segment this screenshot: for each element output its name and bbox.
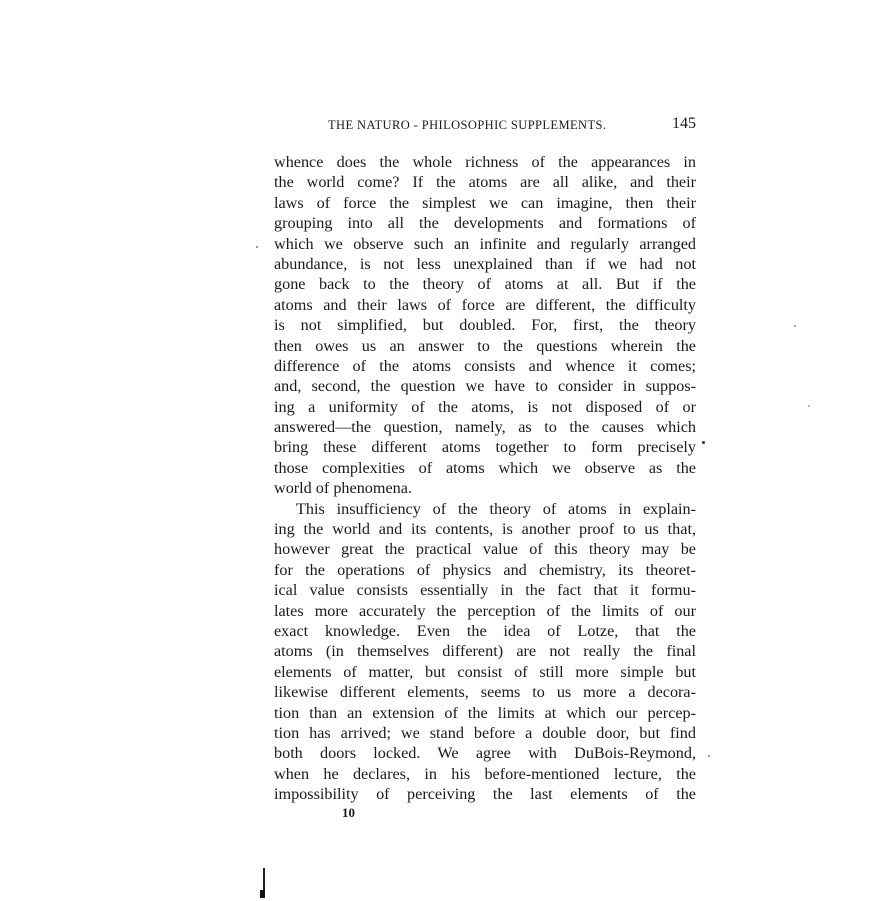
text-line: lates more accurately the perception of the limits of our: [274, 601, 696, 620]
page-number: 145: [672, 115, 696, 132]
text-line: for the operations of physics and chemistry, its theoret-: [274, 560, 696, 579]
text-line: whence does the whole richness of the appearances in: [274, 153, 696, 171]
text-line: which we observe such an infinite and regularly arranged: [274, 234, 696, 253]
scan-artifact-dot: [708, 755, 710, 757]
text-line: the world come? If the atoms are all alike, and their: [274, 173, 696, 192]
text-line: difference of the atoms consists and whence it comes;: [274, 356, 696, 375]
text-line: laws of force the simplest we can imagine, then their: [274, 193, 696, 212]
text-line: however great the practical value of this theory may be: [274, 540, 696, 559]
scan-artifact-dot: [702, 441, 705, 444]
text-line: and, second, the question we have to consider in suppos-: [274, 377, 696, 396]
text-line: atoms (in themselves different) are not really the final: [274, 642, 696, 661]
text-line: atoms and their laws of force are different, the difficulty: [274, 295, 696, 314]
text-line: tion than an extension of the limits at which our percep-: [274, 703, 696, 722]
text-line: abundance, is not less unexplained than if we had not: [274, 254, 696, 273]
text-line: grouping into all the developments and formations of: [274, 214, 696, 233]
text-line: ing the world and its contents, is another proof to us that,: [274, 520, 696, 539]
text-line: when he declares, in his before-mentioned lecture, the: [274, 764, 696, 783]
text-line: both doors locked. We agree with DuBois-Reymond,: [274, 744, 696, 763]
text-line: tion has arrived; we stand before a double door, but find: [274, 723, 696, 742]
text-line: bring these different atoms together to form precisely: [274, 438, 696, 457]
scan-artifact-dot: [808, 405, 810, 407]
text-line: answered—the question, namely, as to the causes which: [274, 418, 696, 437]
text-line: then owes us an answer to the questions wherein the: [274, 336, 696, 355]
scan-artifact-mark: [260, 890, 265, 898]
paragraph-end-line: world of phenomena.: [274, 479, 413, 498]
text-line: those complexities of atoms which we observe as the: [274, 458, 696, 477]
body-text: [274, 152, 696, 805]
text-line: ing a uniformity of the atoms, is not disposed of or: [274, 397, 696, 416]
text-line: impossibility of perceiving the last elements of the: [274, 785, 696, 804]
text-line: exact knowledge. Even the idea of Lotze, that the: [274, 621, 696, 640]
scan-artifact-dot: [256, 246, 258, 248]
running-title: THE NATURO - PHILOSOPHIC SUPPLEMENTS.: [328, 118, 607, 132]
signature-mark: 10: [342, 805, 355, 820]
text-line: gone back to the theory of atoms at all. But if the: [274, 275, 696, 294]
text-line: is not simplified, but doubled. For, first, the theory: [274, 316, 696, 335]
running-head: [274, 116, 696, 136]
text-line: ical value consists essentially in the fact that it formu-: [274, 581, 696, 600]
scan-artifact-dot: [794, 325, 796, 327]
text-line: elements of matter, but consist of still more simple but: [274, 662, 696, 681]
text-line: likewise different elements, seems to us more a decora-: [274, 683, 696, 702]
paragraph-start-line: This insufficiency of the theory of atoms in explain-: [296, 499, 696, 518]
